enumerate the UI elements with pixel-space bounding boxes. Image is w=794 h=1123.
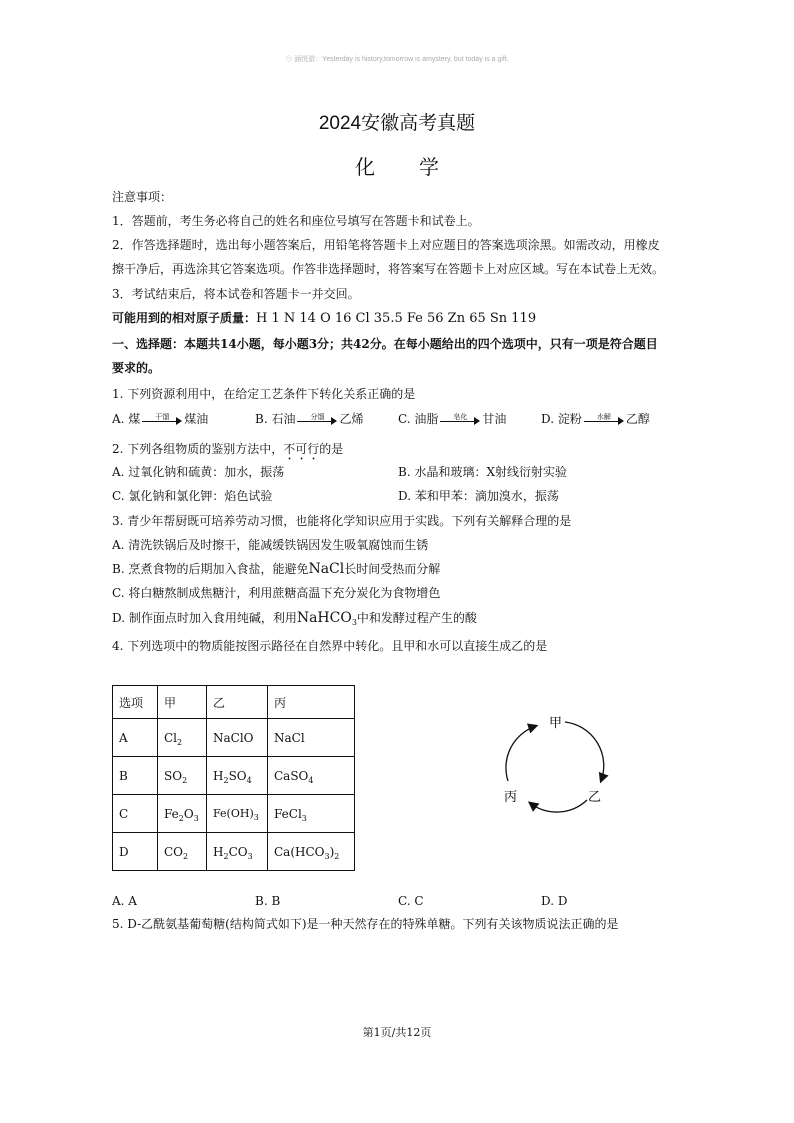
q4-row-b-yi-sub: 2 [223,775,229,785]
q1-a-condition: 干馏 [155,412,170,421]
q2-stem-pre: 2. 下列各组物质的鉴别方法中， [112,442,284,456]
q4-row-d-bing-sub2: 2 [334,851,340,861]
q4-header-option: 选项 [113,686,158,719]
q1-d-post: 乙醇 [625,412,650,426]
q4-row-b-yi-main: H [213,768,224,783]
cycle-arrow-yi-to-bing [530,800,587,812]
page-number: 第1页/共12页 [362,1026,432,1039]
q4-row-a-bing: NaCl [268,719,355,757]
table-row [113,757,355,795]
q4-row-d-yi-sub2: 3 [247,851,253,861]
q4-row-d-jia [158,833,207,871]
q1-a-pre: A. 煤 [112,412,141,426]
q1-c-condition: 皂化 [453,412,468,421]
table-row [113,833,355,871]
q4-row-c-yi [207,795,268,833]
q5-stem: 5. D-乙酰氨基葡萄糖(结构简式如下)是一种天然存在的特殊单糖。下列有关该物质说法正确的是 [112,917,619,931]
q4-header-bing: 丙 [268,686,355,719]
arrow-icon [584,414,624,426]
q4-row-a-jia-main: Cl [164,730,178,745]
cycle-arrow-bing-to-jia [506,726,536,781]
q4-row-b-jia-sub: 2 [182,775,188,785]
q4-row-b-bing [268,757,355,795]
q2-option-d: D. 苯和甲苯：滴加溴水，振荡 [398,489,559,503]
table-row [113,719,355,757]
arrow-icon [440,414,480,426]
q3-b-post: 长时间受热而分解 [344,562,441,576]
section1-line1: 一、选择题：本题共14小题，每小题3分；共42分。在每小题给出的四个选项中，只有一项是符合题目 [112,337,658,351]
q4-choice-b: B. B [255,894,281,908]
q4-row-b-jia [158,757,207,795]
q2-stem [112,441,343,463]
q1-option-c [398,411,506,427]
q1-c-pre: C. 油脂 [398,412,439,426]
q3-d-post: 中和发酵过程产生的酸 [356,611,477,625]
atomic-masses [112,310,536,327]
q1-b-post: 乙烯 [339,412,364,426]
notes-heading: 注意事项： [112,190,173,204]
q4-row-c-bing [268,795,355,833]
q2-option-c: C. 氯化钠和氯化钾：焰色试验 [112,489,273,503]
q4-choice-a: A. A [112,894,137,908]
arrow-icon [142,414,182,426]
q4-row-d-bing-main: Ca(HCO [274,844,325,859]
q4-row-c-yi-sub: 3 [253,813,259,822]
q3-b-pre: B. 烹煮食物的后期加入食盐，能避免 [112,562,309,576]
q4-row-d-bing-sub: 3 [324,851,330,861]
exam-title: 2024安徽高考真题 [318,113,476,134]
q1-b-condition: 分馏 [310,412,325,421]
atomic-masses-label: 可能用到的相对原子质量： [112,311,257,325]
q4-row-c-bing-sub: 3 [301,813,307,823]
q4-row-b-bing-sub: 4 [308,775,314,785]
q1-stem: 1. 下列资源利用中，在给定工艺条件下转化关系正确的是 [112,387,416,401]
q4-row-d-yi-sub: 2 [223,851,229,861]
q4-header-jia: 甲 [158,686,207,719]
q3-option-c: C. 将白糖熬制成焦糖汁，利用蔗糖高温下充分炭化为食物增色 [112,586,441,600]
q2-option-a: A. 过氧化钠和硫黄：加水，振荡 [112,465,285,479]
cycle-label-yi: 乙 [588,790,602,805]
note-item-1: 1．答题前，考生务必将自己的姓名和座位号填写在答题卡和试卷上。 [112,214,480,228]
atomic-masses-values: H 1 N 14 O 16 Cl 35.5 Fe 56 Zn 65 Sn 119 [256,311,537,326]
q1-d-condition: 水解 [596,412,611,421]
q4-row-b-yi-sub2: 4 [246,775,252,785]
table-row [113,795,355,833]
q4-row-d-yi-main: H [213,844,224,859]
subject-char-1: 化 [355,157,375,179]
q1-b-pre: B. 石油 [255,412,296,426]
q1-option-b [255,411,363,427]
q3-option-b [112,561,440,577]
q4-row-d-yi-post: CO [228,844,248,859]
q4-row-d-jia-main: CO [164,844,184,859]
q3-d-pre: D. 制作面点时加入食用纯碱，利用 [112,611,297,625]
q4-row-d-jia-sub: 2 [183,851,189,861]
q3-option-d [112,610,477,626]
q4-row-c-jia-sub2: 3 [193,813,199,823]
subject-title [0,151,794,180]
q4-row-b-bing-main: CaSO [274,768,309,783]
q4-row-b-yi-post: SO [228,768,247,783]
q4-row-d-yi [207,833,268,871]
q1-d-pre: D. 淀粉 [541,412,582,426]
q4-row-b-option: B [113,757,158,795]
q3-option-a: A. 清洗铁锅后及时擦干，能减缓铁锅因发生吸氧腐蚀而生锈 [112,538,429,552]
q2-stem-emphasis: 不可行 [283,442,320,456]
note-item-2-line1: 2．作答选择题时，选出每小题答案后，用铅笔将答题卡上对应题目的答案选项涂黑。如需改动，用橡皮 [112,238,660,252]
section1-line2: 要求的。 [112,361,161,375]
q4-choice-d: D. D [541,894,568,908]
q4-stem: 4. 下列选项中的物质能按图示路径在自然界中转化。且甲和水可以直接生成乙的是 [112,639,548,653]
q1-option-a [112,411,208,427]
q4-row-a-option: A [113,719,158,757]
q1-a-post: 煤油 [184,412,209,426]
cycle-label-bing: 丙 [504,790,518,805]
cycle-arrow-jia-to-yi [565,722,604,781]
q4-row-a-jia [158,719,207,757]
q4-table [112,685,355,871]
q3-d-chem-sub: 3 [351,618,357,627]
q4-row-b-yi [207,757,268,795]
note-item-3: 3．考试结束后，将本试卷和答题卡一并交回。 [112,287,360,301]
q2-option-b: B. 水晶和玻璃：X射线衍射实验 [398,465,567,479]
q4-row-d-option: D [113,833,158,871]
conversion-cycle-diagram [490,705,630,825]
q1-c-post: 甘油 [482,412,507,426]
arrow-icon [297,414,337,426]
q3-d-chem: NaHCO [296,610,352,626]
q4-choice-c: C. C [398,894,424,908]
q2-stem-post: 的是 [319,442,344,456]
q1-option-d [541,411,650,427]
q4-row-c-yi-main: Fe(OH) [213,807,254,820]
q4-row-c-jia-post: O [183,806,194,821]
q4-row-d-bing [268,833,355,871]
watermark: ⊙ 涵悦游：Yesterday is history,tomorrow is amystery, but today is a gift. [285,56,509,63]
q3-stem: 3. 青少年帮厨既可培养劳动习惯，也能将化学知识应用于实践。下列有关解释合理的是 [112,514,572,528]
cycle-label-jia: 甲 [549,716,563,731]
q3-b-chem: NaCl [308,561,345,577]
q4-row-a-yi: NaClO [207,719,268,757]
note-item-2-line2: 擦干净后，再选涂其它答案选项。作答非选择题时，将答案写在答题卡上对应区域。写在本试卷上无效。 [112,262,665,276]
q4-row-a-jia-sub: 2 [177,737,183,747]
subject-char-2: 学 [419,157,439,179]
q4-row-c-jia-main: Fe [164,806,179,821]
q4-row-c-bing-main: FeCl [274,806,302,821]
q4-row-c-jia-sub: 2 [178,813,184,823]
q4-row-b-jia-main: SO [164,768,183,783]
q4-row-c-option: C [113,795,158,833]
q4-row-c-jia [158,795,207,833]
q4-row-d-bing-post: ) [329,844,335,859]
q4-table-header [113,686,355,719]
q4-header-yi: 乙 [207,686,268,719]
